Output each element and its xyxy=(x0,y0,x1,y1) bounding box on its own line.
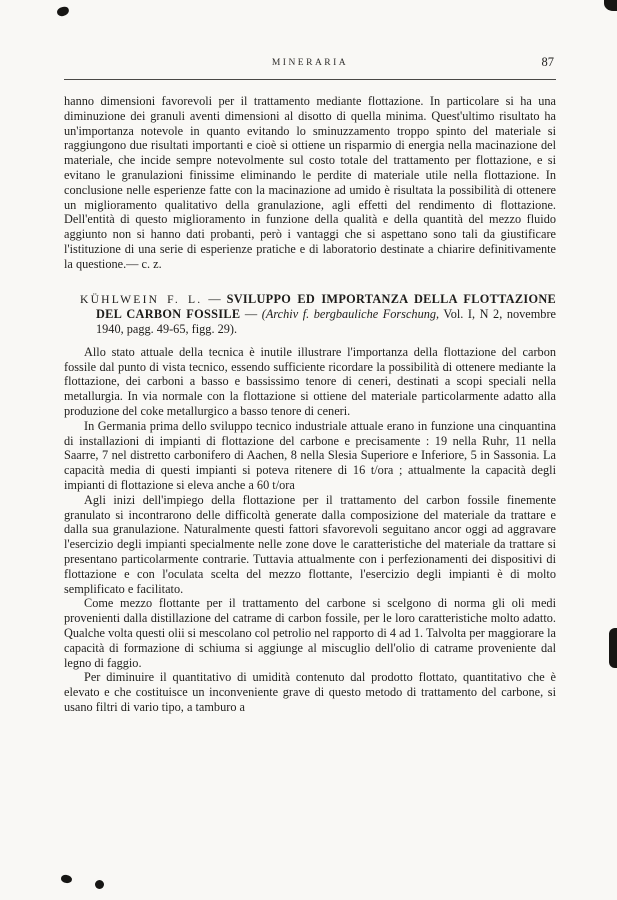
article-heading xyxy=(64,292,556,338)
text-block xyxy=(64,55,556,715)
separator-dash: — xyxy=(202,291,227,306)
page-number: 87 xyxy=(541,55,554,69)
article-author: KÜHLWEIN F. L. xyxy=(80,292,203,306)
header-rule xyxy=(64,79,556,80)
article-title: SVILUPPO ED IMPORTANZA DELLA FLOTTAZIONE DEL CARBON FOSSILE xyxy=(96,291,556,321)
scan-artifact xyxy=(604,0,617,11)
paragraph: In Germania prima dello sviluppo tecnico industriale attuale erano in funzione una cinquantina di installazioni di impianti di flottazione del carbone e precisamente : 19 nella Ruhr, 11 nella Saarre, 7 nel distretto carbonifero di Aachen, 8 nella Slesia Superiore e Inferiore, 5 in Sassonia. La capacità media di questi impianti si poteva ritenere di 16 t/ora ; attualmente la capacità degli impianti di flottazione si eleva anche a 60 t/ora xyxy=(64,418,556,492)
paragraph: Agli inizi dell'impiego della flottazione per il trattamento del carbon fossile finemente granulato si incontrarono delle difficoltà generate dalla composizione del materiale da trattare e dalla sua granulazione. Naturalmente questi fattori sfavorevoli seguitano ancor oggi ad aggravare l'esercizio degli impianti specialmente nelle zone dove le caratteristiche del materiale da trattare si presentano particolarmente contrarie. Tuttavia attualmente con i perfezionamenti dei dispositivi di flottazione e con l'oculata scelta del mezzo flottante, l'esercizio degli impianti è di molto semplificato e facilitato. xyxy=(64,492,556,596)
separator-dash: — xyxy=(240,306,262,321)
citation-details: Vol. I, N 2, novembre 1940, pagg. 49-65, figg. 29). xyxy=(96,306,556,337)
scan-artifact xyxy=(56,6,70,17)
scan-artifact xyxy=(95,880,104,889)
paragraph: Allo stato attuale della tecnica è inutile illustrare l'importanza della flottazione del carbon fossile dal punto di vista tecnico, essendo sufficiente ricordare la possibilità di ottenere mediante la flottazione, dei carboni a basso e bassissimo tenore di ceneri, destinati a scopi speciali nella metallurgia. In via normale con la flottazione si ottiene del materiale particolarmente adatto alla produzione del coke metallurgico a basso tenore di ceneri. xyxy=(64,344,556,418)
paragraph-continuation: hanno dimensioni favorevoli per il trattamento mediante flottazione. In particolare si ha una diminuzione dei granuli aventi dimensioni al disotto di quella minima. Quest'ultimo risultato ha un'importanza notevole in quanto evitando lo sminuzzamento troppo spinto del materiale si raggiungono due risultati importanti e cioè si ottiene un risparmio di energia nella macinazione del materiale, che incide sempre notevolmente sul costo totale del trattamento per flottazione, e si evitano le granulazioni finissime eliminando le perdite di materiale utile nella flottazione. In conclusione nelle esperienze fatte con la macinazione ad umido è risultata la possibilità di ottenere un miglioramento qualitativo della granulazione, agli effetti del rendimento di flottazione. Dell'entità di questo miglioramento in funzione della qualità e della quantità del mezzo fluido aggiunto non si hanno dati probanti, però i vantaggi che si aspettano sono tali da giustificare l'istituzione di una serie di esperienze pratiche e di laboratorio destinate a chiarire definitivamente la questione.— c. z. xyxy=(64,94,556,271)
scan-artifact xyxy=(60,874,72,883)
citation-source: (Archiv f. bergbauliche Forschung, xyxy=(261,306,440,321)
journal-title: MINERARIA xyxy=(271,58,349,68)
paragraph: Come mezzo flottante per il trattamento del carbone si scelgono di norma gli oli medi provenienti dalla distillazione del catrame di carbon fossile, per le loro caratteristiche molto adatto. Qualche volta questi olii si mescolano col petrolio nel rapporto di 4 ad 1. Talvolta per maggiorare la capacità di formazione di schiuma si aggiunge al miscuglio dell'olio di catrame proveniente dal legno di faggio. xyxy=(64,596,556,670)
scan-artifact xyxy=(609,628,617,668)
running-header xyxy=(64,55,556,74)
paragraph: Per diminuire il quantitativo di umidità contenuto dal prodotto flottato, quantitativo che è elevato e che costituisce un inconveniente grave di questo metodo di trattamento del carbone, si usano filtri di vario tipo, a tamburo a xyxy=(64,670,556,714)
